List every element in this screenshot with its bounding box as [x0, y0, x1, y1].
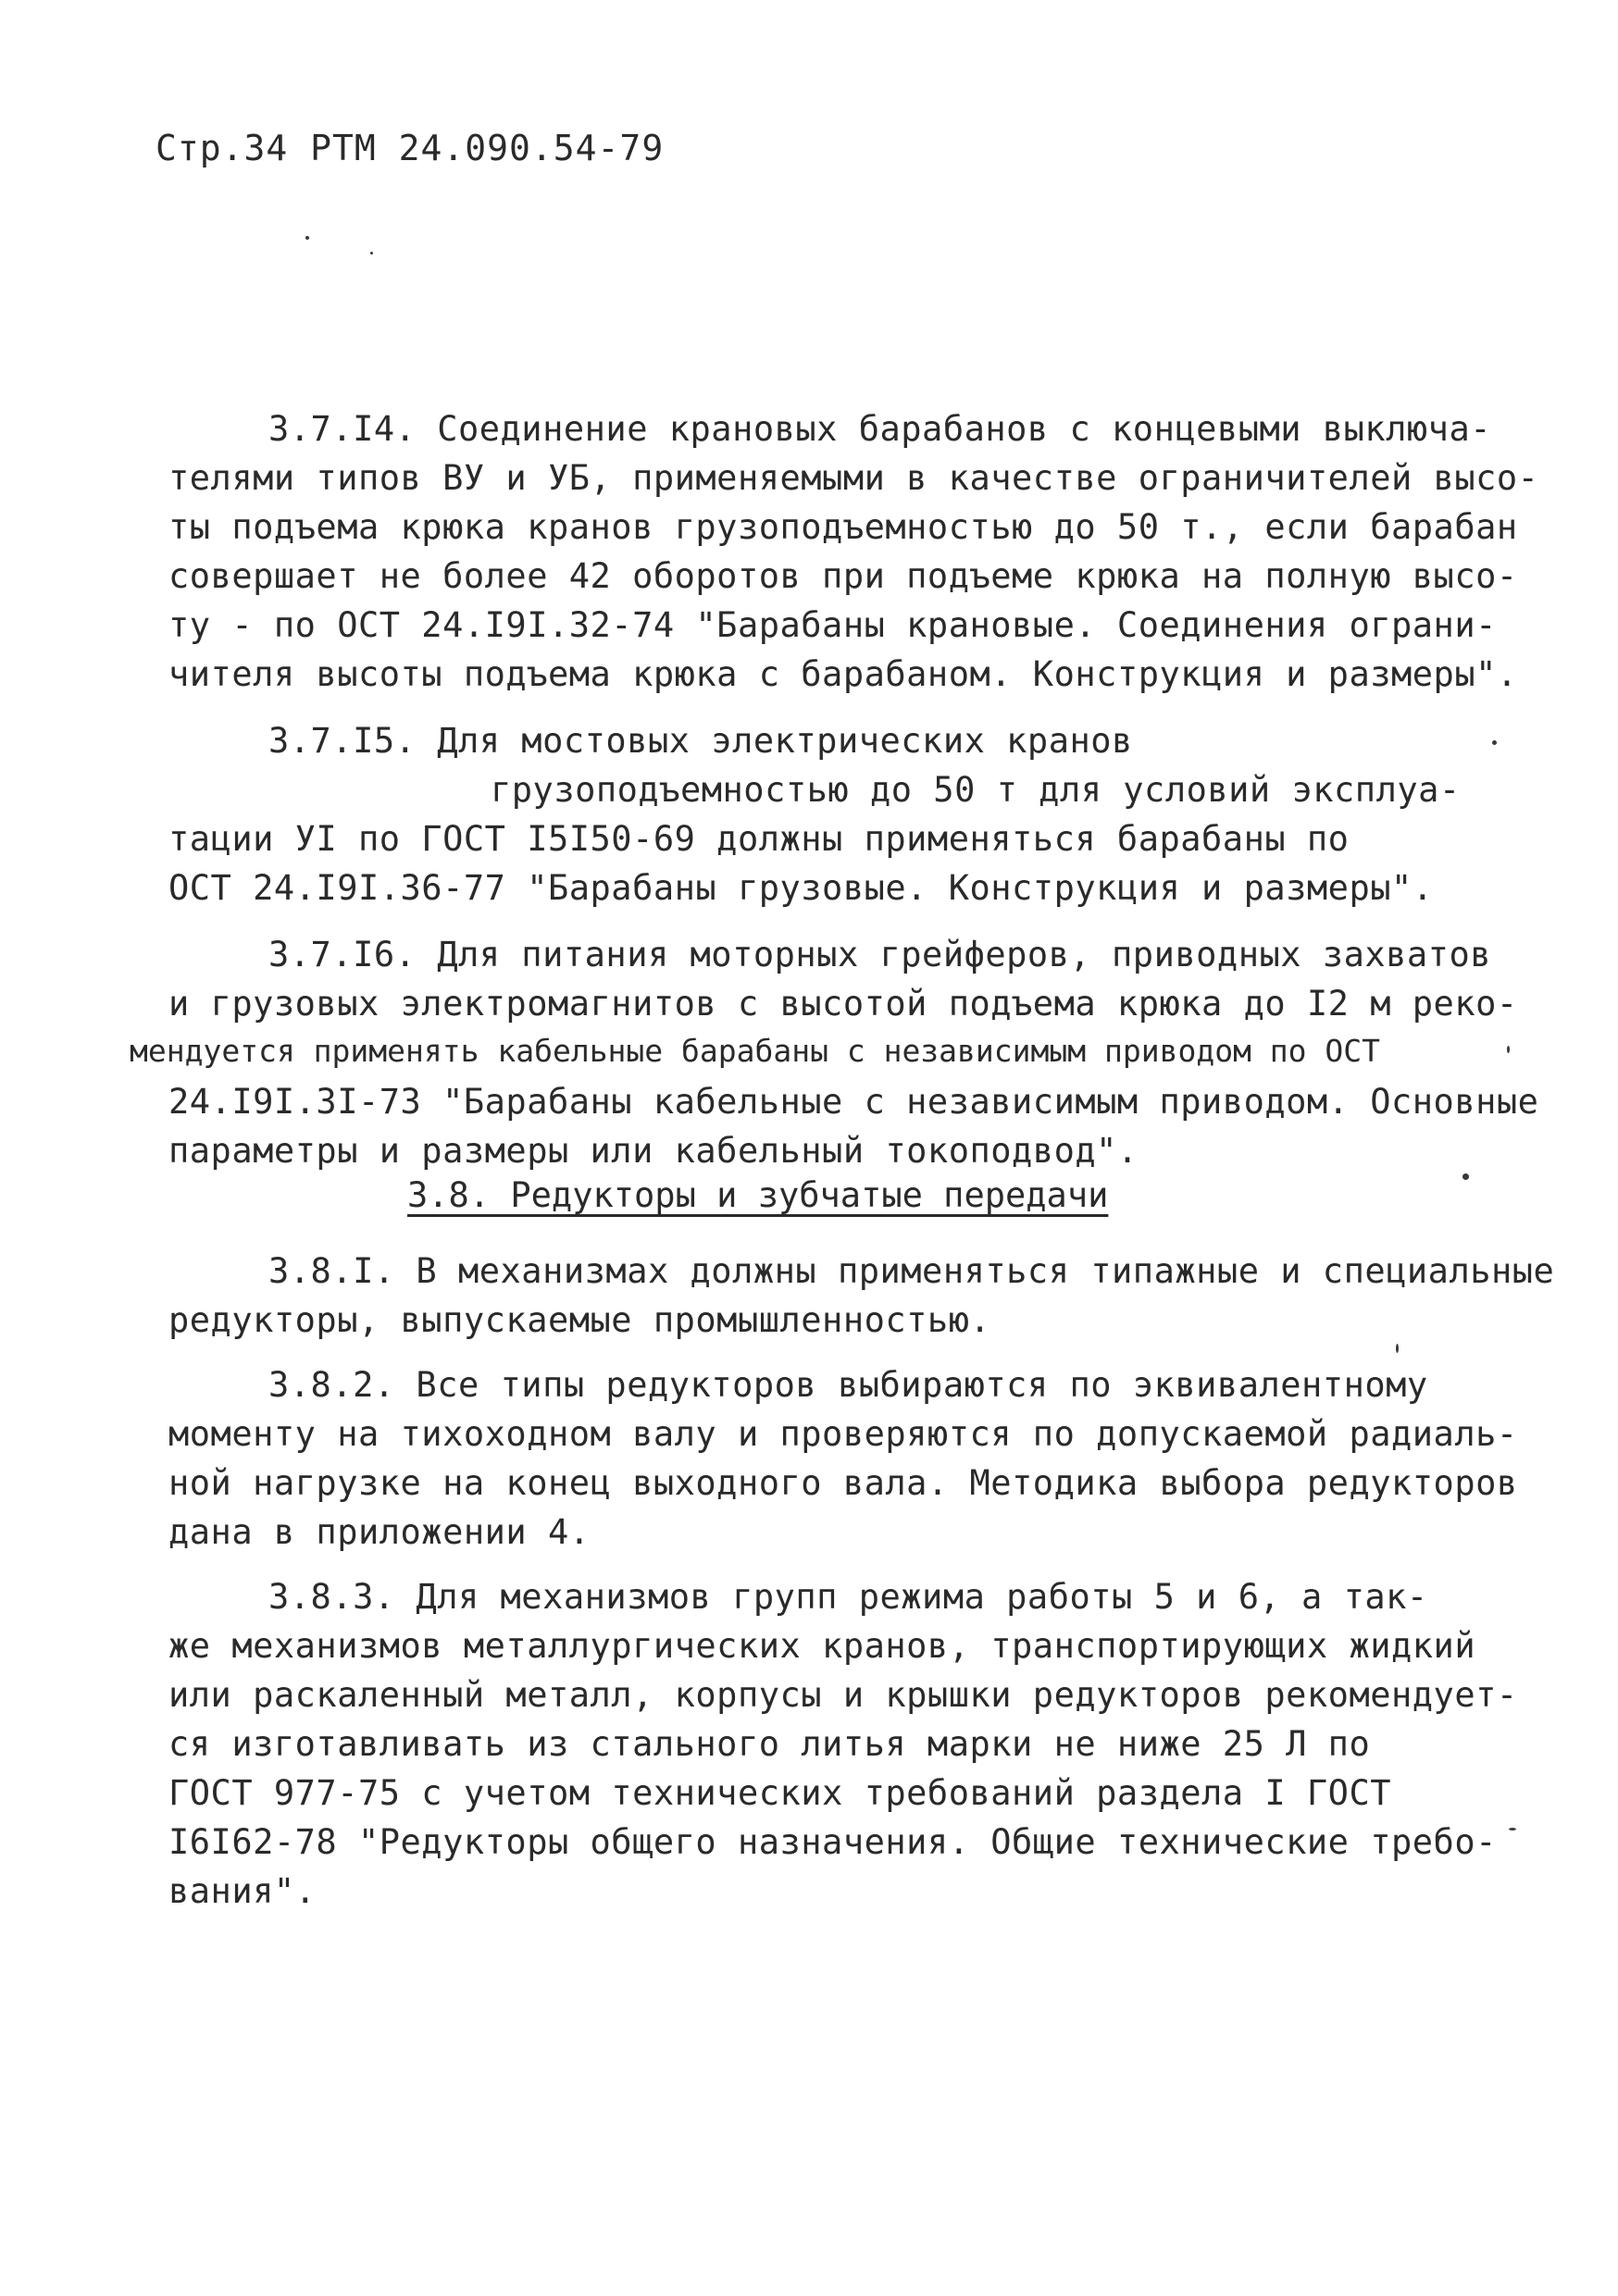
text-line: мендуется применять кабельные барабаны с независимым приводом по ОСТ: [130, 1033, 1381, 1069]
text-line: редукторы, выпускаемые промышленностью.: [168, 1300, 991, 1340]
section-title: 3.8. Редукторы и зубчатые передачи: [407, 1175, 1109, 1215]
text-line: ной нагрузке на конец выходного вала. Методика выбора редукторов: [168, 1463, 1518, 1503]
scan-speck: [1509, 1828, 1516, 1831]
scan-speck: [1507, 1046, 1510, 1053]
text-line: ту - по ОСТ 24.I9I.32-74 "Барабаны крановые. Соединения ограни-: [168, 605, 1497, 645]
text-line: или раскаленный металл, корпусы и крышки редукторов рекомендует-: [168, 1675, 1518, 1715]
text-line: 3.8.3. Для механизмов групп режима работы 5 и 6, а так-: [268, 1577, 1428, 1617]
text-line: 24.I9I.3I-73 "Барабаны кабельные с независимым приводом. Основные: [168, 1082, 1539, 1122]
text-line: ся изготавливать из стального литья марки не ниже 25 Л по: [168, 1724, 1371, 1764]
scan-speck: [1492, 740, 1497, 745]
text-line: 3.7.I5. Для мостовых электрических кранов: [268, 721, 1133, 761]
text-line: совершает не более 42 оборотов при подъеме крюка на полную высо-: [168, 556, 1518, 596]
text-line: 3.8.2. Все типы редукторов выбираются по эквивалентному: [268, 1365, 1428, 1405]
text-line: и грузовых электромагнитов с высотой подъема крюка до I2 м реко-: [168, 984, 1518, 1024]
scan-speck: [305, 236, 309, 240]
page-header: Стр.34 РТМ 24.090.54-79: [156, 128, 665, 168]
text-line: ГОСТ 977-75 с учетом технических требований раздела I ГОСТ: [168, 1773, 1392, 1813]
text-line: вания".: [168, 1871, 317, 1911]
text-line: тации УI по ГОСТ I5I50-69 должны применяться барабаны по: [168, 819, 1350, 859]
scan-speck: [1462, 1173, 1469, 1180]
text-line: грузоподъемностью до 50 т для условий эксплуа-: [491, 770, 1461, 810]
text-line: 3.8.I. В механизмах должны применяться типажные и специальные: [268, 1251, 1555, 1291]
text-line: телями типов ВУ и УБ, применяемыми в качестве ограничителей высо-: [168, 458, 1539, 498]
text-line: параметры и размеры или кабельный токоподвод".: [168, 1131, 1139, 1171]
text-line: же механизмов металлургических кранов, транспортирующих жидкий: [168, 1626, 1476, 1666]
text-line: 3.7.I6. Для питания моторных грейферов, приводных захватов: [268, 935, 1492, 974]
text-line: I6I62-78 "Редукторы общего назначения. Общие технические требо-: [168, 1822, 1497, 1862]
text-line: ты подъема крюка кранов грузоподъемностью до 50 т., если барабан: [168, 507, 1518, 547]
text-line: 3.7.I4. Соединение крановых барабанов с концевыми выключа-: [268, 409, 1492, 449]
scan-speck: [370, 252, 373, 254]
scan-speck: [1396, 1344, 1399, 1353]
text-line: дана в приложении 4.: [168, 1512, 591, 1552]
text-line: ОСТ 24.I9I.36-77 "Барабаны грузовые. Конструкция и размеры".: [168, 868, 1434, 908]
text-line: чителя высоты подъема крюка с барабаном. Конструкция и размеры".: [168, 654, 1518, 694]
text-line: моменту на тихоходном валу и проверяются по допускаемой радиаль-: [168, 1414, 1518, 1454]
